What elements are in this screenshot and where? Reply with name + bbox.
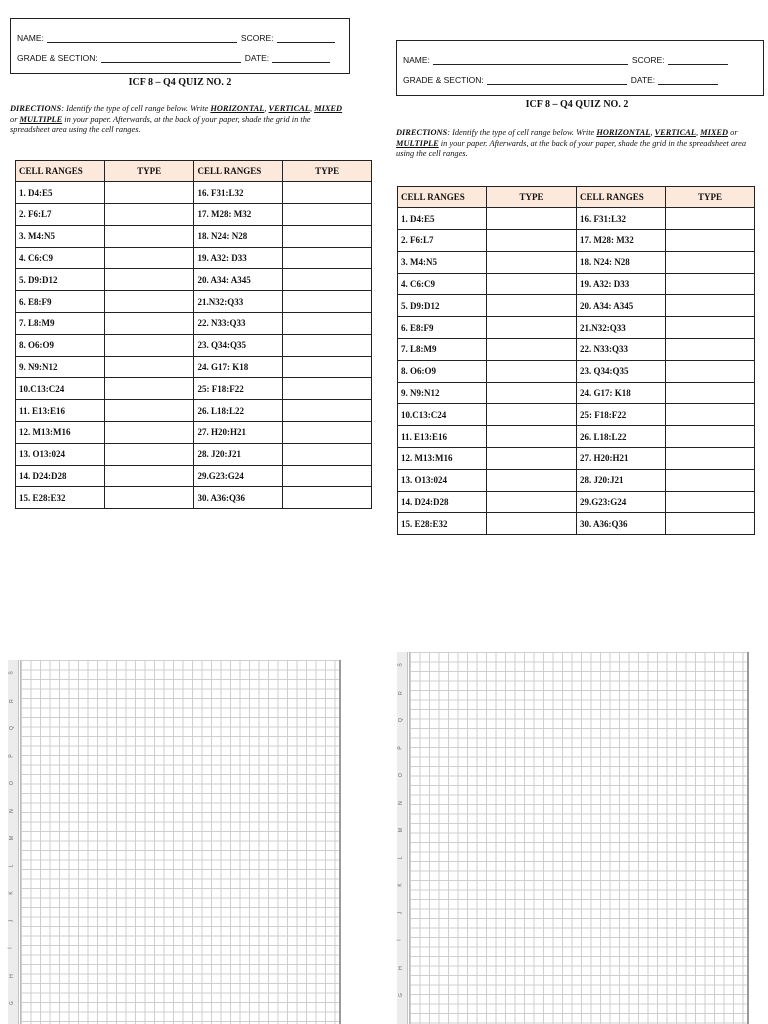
type-answer-cell	[283, 443, 372, 465]
grid-row-letter: I	[396, 939, 403, 941]
range-cell: 12. M13:M16	[398, 448, 487, 470]
header-type: TYPE	[283, 160, 372, 182]
range-cell: 23. Q34:Q35	[577, 360, 666, 382]
type-answer-cell	[104, 465, 194, 487]
table-row	[398, 295, 755, 317]
type-answer-cell	[283, 204, 372, 226]
type-answer-cell	[487, 230, 577, 252]
grid-row-letter: G	[397, 993, 404, 997]
student-info-box	[10, 18, 350, 74]
type-answer-cell	[283, 313, 372, 335]
type-answer-cell	[104, 291, 194, 313]
range-cell: 21.N32:Q33	[194, 291, 283, 313]
range-cell: 5. D9:D12	[398, 295, 487, 317]
range-cell: 15. E28:E32	[16, 487, 105, 509]
table-header-row	[398, 186, 755, 208]
type-answer-cell	[666, 251, 755, 273]
directions-lead: DIRECTIONS	[10, 104, 62, 113]
type-answer-cell	[666, 426, 755, 448]
range-cell: 16. F31:L32	[194, 182, 283, 204]
table-row	[398, 448, 755, 470]
type-answer-cell	[283, 291, 372, 313]
grade-section-label: GRADE & SECTION:	[17, 53, 98, 63]
table-row	[16, 400, 372, 422]
quiz-title: ICF 8 – Q4 QUIZ NO. 2	[525, 99, 629, 110]
score-label: SCORE:	[631, 55, 665, 65]
cell-range-table	[15, 160, 372, 510]
range-cell: 2. F6:L7	[16, 204, 105, 226]
range-cell: 14. D24:D28	[16, 465, 105, 487]
type-answer-cell	[104, 225, 194, 247]
range-cell: 13. O13:024	[398, 469, 487, 491]
table-header-row	[16, 160, 372, 182]
range-cell: 17. M28: M32	[577, 230, 666, 252]
header-cell-ranges: CELL RANGES	[16, 160, 105, 182]
table-row	[398, 426, 755, 448]
type-answer-cell	[487, 426, 577, 448]
range-cell: 6. E8:F9	[398, 317, 487, 339]
type-answer-cell	[283, 465, 372, 487]
grid-row-letter: P	[397, 745, 404, 750]
range-cell: 29.G23:G24	[577, 491, 666, 513]
header-cell-ranges: CELL RANGES	[194, 160, 283, 182]
type-answer-cell	[666, 513, 755, 535]
range-cell: 10.C13:C24	[398, 404, 487, 426]
table-row	[16, 487, 372, 509]
grid-row-letter: H	[8, 973, 15, 978]
type-answer-cell	[487, 491, 577, 513]
range-cell: 27. H20:H21	[577, 448, 666, 470]
range-cell: 1. D4:E5	[398, 208, 487, 230]
name-line	[47, 34, 237, 43]
date-line	[658, 76, 718, 85]
type-answer-cell	[666, 491, 755, 513]
type-answer-cell	[666, 448, 755, 470]
range-cell: 22. N33:Q33	[577, 339, 666, 361]
table-row	[16, 269, 372, 291]
type-answer-cell	[666, 273, 755, 295]
table-row	[16, 443, 372, 465]
grid-row-letter: H	[397, 965, 404, 970]
type-answer-cell	[666, 469, 755, 491]
type-answer-cell	[666, 208, 755, 230]
grid-row-letter: N	[397, 800, 404, 805]
type-answer-cell	[487, 469, 577, 491]
score-label: SCORE:	[240, 33, 274, 43]
type-answer-cell	[104, 334, 194, 356]
type-answer-cell	[104, 247, 194, 269]
grid-edge	[747, 652, 749, 1024]
range-cell: 16. F31:L32	[577, 208, 666, 230]
range-cell: 9. N9:N12	[398, 382, 487, 404]
type-answer-cell	[104, 269, 194, 291]
range-cell: 2. F6:L7	[398, 230, 487, 252]
table-row	[398, 513, 755, 535]
table-row	[16, 422, 372, 444]
grid-row-letter: R	[8, 698, 15, 703]
table-row	[398, 273, 755, 295]
type-answer-cell	[104, 400, 194, 422]
grid-row-letter: J	[397, 911, 404, 914]
range-cell: 3. M4:N5	[398, 251, 487, 273]
range-cell: 29.G23:G24	[194, 465, 283, 487]
range-cell: 10.C13:C24	[16, 378, 105, 400]
type-answer-cell	[487, 317, 577, 339]
name-label: NAME:	[403, 55, 430, 65]
header-cell-ranges: CELL RANGES	[577, 186, 666, 208]
type-answer-cell	[487, 339, 577, 361]
type-answer-cell	[104, 313, 194, 335]
table-row	[398, 382, 755, 404]
range-cell: 30. A36:Q36	[577, 513, 666, 535]
header-type: TYPE	[487, 186, 577, 208]
table-row	[398, 230, 755, 252]
range-cell: 11. E13:E16	[398, 426, 487, 448]
type-answer-cell	[487, 360, 577, 382]
table-row	[398, 339, 755, 361]
date-label: DATE:	[244, 53, 270, 63]
range-cell: 6. E8:F9	[16, 291, 105, 313]
quiz-sheet-right	[396, 40, 758, 535]
type-answer-cell	[487, 208, 577, 230]
range-cell: 8. O6:O9	[398, 360, 487, 382]
range-cell: 20. A34: A345	[577, 295, 666, 317]
type-answer-cell	[487, 251, 577, 273]
range-cell: 21.N32:Q33	[577, 317, 666, 339]
type-answer-cell	[666, 317, 755, 339]
table-row	[16, 313, 372, 335]
date-label: DATE:	[630, 75, 656, 85]
name-label: NAME:	[17, 33, 44, 43]
type-answer-cell	[666, 295, 755, 317]
range-cell: 30. A36:Q36	[194, 487, 283, 509]
grade-section-label: GRADE & SECTION:	[403, 75, 484, 85]
grade-section-line	[487, 76, 627, 85]
quiz-sheet-left	[10, 18, 372, 509]
grid-row-letter: L	[8, 864, 15, 867]
directions-lead: DIRECTIONS	[396, 128, 448, 137]
spreadsheet-grid	[20, 660, 340, 1024]
grid-row-letter: M	[9, 835, 16, 841]
table-row	[16, 465, 372, 487]
table-row	[398, 404, 755, 426]
range-cell: 26. L18:L22	[194, 400, 283, 422]
table-row	[16, 378, 372, 400]
score-line	[668, 56, 728, 65]
header-cell-ranges: CELL RANGES	[398, 186, 487, 208]
range-cell: 24. G17: K18	[577, 382, 666, 404]
grid-row-letter: S	[397, 663, 404, 667]
grid-row-letter: K	[397, 883, 404, 887]
grid-row-letter: O	[8, 781, 15, 785]
type-answer-cell	[104, 356, 194, 378]
type-answer-cell	[283, 269, 372, 291]
range-cell: 24. G17: K18	[194, 356, 283, 378]
type-answer-cell	[283, 400, 372, 422]
type-answer-cell	[104, 182, 194, 204]
quiz-title: ICF 8 – Q4 QUIZ NO. 2	[128, 77, 232, 88]
directions: DIRECTIONS: Identify the type of cell range below. Write HORIZONTAL, VERTICAL, MIXED or MULTIPLE in your paper. Afterwards, at the back of your paper, shade the grid in the spreadsheet area using the cell ranges.	[10, 104, 343, 134]
table-row	[398, 208, 755, 230]
type-answer-cell	[104, 422, 194, 444]
range-cell: 1. D4:E5	[16, 182, 105, 204]
grid-row-letter: N	[8, 808, 15, 813]
date-line	[272, 54, 330, 63]
spreadsheet-grid	[409, 652, 748, 1024]
type-answer-cell	[666, 339, 755, 361]
grid-row-letter: K	[8, 891, 15, 895]
score-line	[277, 34, 335, 43]
grade-section-line	[101, 54, 241, 63]
range-cell: 19. A32: D33	[194, 247, 283, 269]
range-cell: 7. L8:M9	[398, 339, 487, 361]
student-info-box	[396, 40, 764, 96]
grid-row-letter: O	[397, 773, 404, 777]
range-cell: 14. D24:D28	[398, 491, 487, 513]
type-answer-cell	[666, 360, 755, 382]
grid-row-letter: L	[397, 856, 404, 859]
grid-row-letter: G	[8, 1001, 15, 1005]
type-answer-cell	[283, 182, 372, 204]
type-answer-cell	[487, 382, 577, 404]
range-cell: 12. M13:M16	[16, 422, 105, 444]
range-cell: 5. D9:D12	[16, 269, 105, 291]
table-row	[398, 469, 755, 491]
type-answer-cell	[666, 382, 755, 404]
table-row	[16, 182, 372, 204]
type-answer-cell	[283, 422, 372, 444]
table-row	[16, 204, 372, 226]
grid-edge	[339, 660, 341, 1024]
range-cell: 28. J20:J21	[577, 469, 666, 491]
range-cell: 26. L18:L22	[577, 426, 666, 448]
type-answer-cell	[283, 378, 372, 400]
range-cell: 25: F18:F22	[194, 378, 283, 400]
type-answer-cell	[104, 204, 194, 226]
grid-row-letter: P	[8, 753, 15, 758]
table-row	[16, 247, 372, 269]
range-cell: 23. Q34:Q35	[194, 334, 283, 356]
type-answer-cell	[283, 356, 372, 378]
header-type: TYPE	[104, 160, 194, 182]
range-cell: 22. N33:Q33	[194, 313, 283, 335]
type-answer-cell	[104, 378, 194, 400]
type-answer-cell	[283, 487, 372, 509]
type-answer-cell	[487, 448, 577, 470]
type-answer-cell	[487, 295, 577, 317]
type-answer-cell	[666, 404, 755, 426]
table-row	[16, 225, 372, 247]
range-cell: 18. N24: N28	[194, 225, 283, 247]
range-cell: 17. M28: M32	[194, 204, 283, 226]
grid-row-header	[397, 652, 408, 1024]
type-answer-cell	[487, 404, 577, 426]
table-row	[16, 334, 372, 356]
cell-range-table	[397, 186, 755, 536]
range-cell: 28. J20:J21	[194, 443, 283, 465]
table-body	[398, 208, 755, 535]
table-row	[16, 291, 372, 313]
header-type: TYPE	[666, 186, 755, 208]
range-cell: 19. A32: D33	[577, 273, 666, 295]
grid-row-letter: Q	[8, 726, 15, 730]
range-cell: 9. N9:N12	[16, 356, 105, 378]
name-line	[433, 56, 628, 65]
grid-row-letter: Q	[397, 718, 404, 722]
range-cell: 25: F18:F22	[577, 404, 666, 426]
range-cell: 8. O6:O9	[16, 334, 105, 356]
range-cell: 13. O13:024	[16, 443, 105, 465]
type-answer-cell	[666, 230, 755, 252]
grid-row-letter: I	[7, 947, 14, 949]
table-body	[16, 182, 372, 509]
range-cell: 4. C6:C9	[398, 273, 487, 295]
table-row	[16, 356, 372, 378]
range-cell: 11. E13:E16	[16, 400, 105, 422]
directions: DIRECTIONS: Identify the type of cell range below. Write HORIZONTAL, VERTICAL, MIXED or MULTIPLE in your paper. Afterwards, at the back of your paper, shade the grid in the spreadsheet area using the cell ranges.	[396, 128, 747, 158]
range-cell: 20. A34: A345	[194, 269, 283, 291]
type-answer-cell	[104, 443, 194, 465]
range-cell: 7. L8:M9	[16, 313, 105, 335]
range-cell: 4. C6:C9	[16, 247, 105, 269]
table-row	[398, 491, 755, 513]
range-cell: 3. M4:N5	[16, 225, 105, 247]
range-cell: 27. H20:H21	[194, 422, 283, 444]
type-answer-cell	[283, 225, 372, 247]
grid-row-letter: S	[8, 671, 15, 675]
grid-row-header	[8, 660, 19, 1024]
type-answer-cell	[104, 487, 194, 509]
table-row	[398, 251, 755, 273]
type-answer-cell	[283, 334, 372, 356]
range-cell: 18. N24: N28	[577, 251, 666, 273]
range-cell: 15. E28:E32	[398, 513, 487, 535]
type-answer-cell	[283, 247, 372, 269]
grid-row-letter: M	[398, 827, 405, 833]
type-answer-cell	[487, 513, 577, 535]
type-answer-cell	[487, 273, 577, 295]
table-row	[398, 317, 755, 339]
table-row	[398, 360, 755, 382]
grid-row-letter: R	[397, 690, 404, 695]
grid-row-letter: J	[8, 919, 15, 922]
